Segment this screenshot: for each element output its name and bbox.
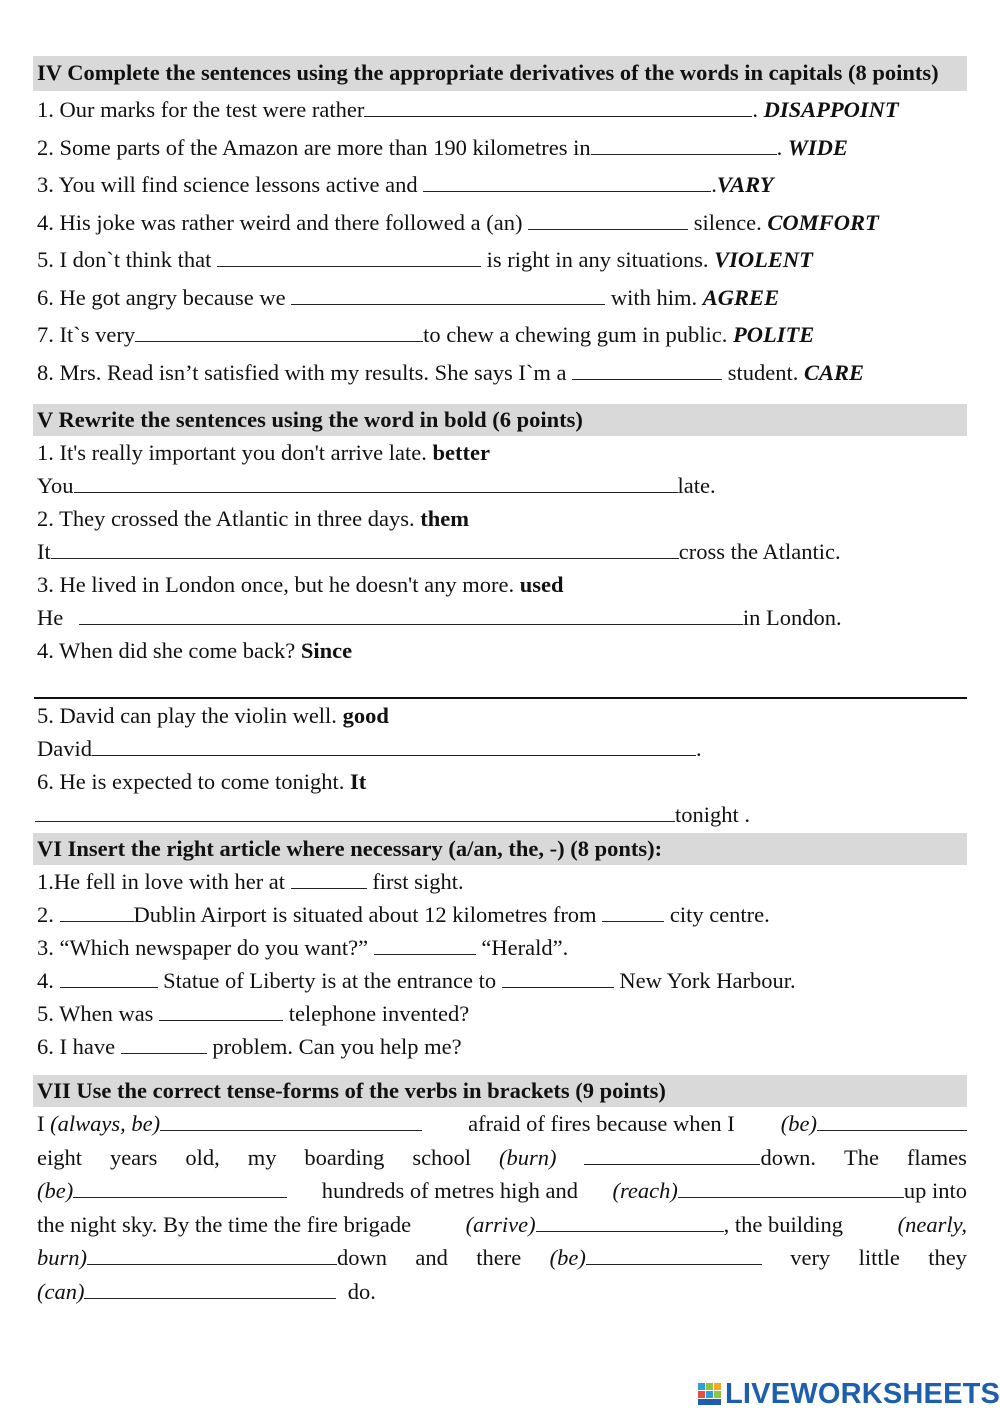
text: old,	[185, 1144, 220, 1170]
section-vi-item-2	[33, 898, 967, 931]
verb-cue: (can)	[37, 1278, 85, 1304]
item-text: 4.	[37, 968, 54, 993]
answer-blank[interactable]	[159, 1000, 283, 1021]
section-v-prompt-4	[33, 634, 967, 667]
section-v-prompt-5	[33, 699, 967, 732]
section-v-prompt-1	[33, 436, 967, 469]
prompt-text: 6. He is expected to come tonight.	[37, 769, 345, 794]
item-after: student.	[727, 359, 799, 385]
item-text: city centre.	[669, 902, 770, 927]
text: I	[37, 1111, 45, 1136]
text: little	[858, 1245, 900, 1270]
bold-word: Since	[300, 638, 353, 663]
section-v-answer-5	[33, 732, 967, 765]
answer-end: .	[696, 736, 702, 761]
item-text: “Herald”.	[481, 935, 569, 960]
liveworksheets-logo	[697, 1378, 1000, 1410]
logo-text: LIVEWORKSHEETS	[725, 1378, 1000, 1410]
answer-start: David	[37, 736, 92, 761]
text: years	[109, 1144, 158, 1170]
item-text: telephone invented?	[288, 1001, 470, 1026]
worksheet-page	[33, 56, 967, 1308]
answer-blank[interactable]	[423, 171, 711, 192]
item-after: is right in any situations.	[486, 247, 709, 272]
section-vi-item-4	[33, 964, 967, 997]
bold-word: used	[519, 572, 564, 597]
verb-cue: (burn)	[499, 1144, 557, 1170]
section-iv-item-5	[33, 241, 967, 279]
answer-blank[interactable]	[502, 967, 614, 988]
item-after: .	[711, 172, 717, 197]
answer-blank[interactable]	[364, 96, 752, 117]
answer-blank[interactable]	[60, 901, 134, 922]
answer-start: You	[37, 473, 74, 498]
section-iv-item-8	[33, 354, 967, 392]
answer-end: late.	[677, 473, 716, 498]
item-after: with him.	[610, 284, 698, 310]
answer-blank[interactable]	[87, 1244, 337, 1265]
answer-blank[interactable]	[602, 901, 664, 922]
section-iv-item-6	[33, 279, 967, 317]
section-vi-item-5	[33, 997, 967, 1030]
text: the night sky. By the time the fire brigade	[37, 1211, 412, 1237]
answer-blank[interactable]	[92, 735, 696, 756]
item-text: 6. He got angry because we	[37, 284, 286, 310]
item-text: Dublin Airport is situated about 12 kilometres from	[133, 902, 597, 927]
text: The	[844, 1144, 879, 1170]
verb-cue: (always, be)	[50, 1111, 161, 1136]
text: very	[790, 1245, 831, 1270]
text: school	[412, 1144, 472, 1170]
answer-blank[interactable]	[74, 472, 678, 493]
section-v-answer-6	[33, 798, 967, 831]
text: up into	[903, 1178, 967, 1203]
item-text: 3. “Which newspaper do you want?”	[37, 935, 369, 960]
answer-blank[interactable]	[291, 284, 605, 305]
item-text: 3. You will find science lessons active and	[37, 172, 418, 197]
section-v-prompt-2	[33, 502, 967, 535]
section-vi-heading: VI Insert the right article where necessary (a/an, the, -) (8 ponts):	[33, 833, 967, 865]
text: they	[928, 1245, 967, 1270]
answer-end: in London.	[742, 605, 842, 630]
section-iv-item-2	[33, 129, 967, 167]
item-text: New York Harbour.	[619, 968, 796, 993]
capital-word: AGREE	[702, 284, 780, 310]
verb-cue: (reach)	[612, 1178, 678, 1203]
section-iv-item-4	[33, 204, 967, 242]
text: there	[476, 1245, 522, 1270]
section-v-heading: V Rewrite the sentences using the word in bold (6 points)	[33, 404, 967, 436]
text: do.	[347, 1278, 376, 1304]
text: boarding	[304, 1144, 385, 1170]
answer-end: cross the Atlantic.	[678, 539, 841, 564]
item-text: 5. I don`t think that	[37, 247, 212, 272]
bold-word: It	[350, 769, 367, 794]
answer-blank[interactable]	[291, 868, 367, 889]
answer-start: He	[37, 605, 64, 630]
text: hundreds of metres high and	[321, 1178, 578, 1203]
prompt-text: 5. David can play the violin well.	[37, 703, 337, 728]
verb-cue: (be)	[549, 1245, 586, 1270]
item-after: .	[776, 134, 783, 160]
section-vi-item-6	[33, 1030, 967, 1063]
paragraph-line-6	[37, 1275, 967, 1309]
answer-blank[interactable]	[121, 1033, 207, 1054]
section-vii-heading: VII Use the correct tense-forms of the verbs in brackets (9 points)	[33, 1075, 967, 1107]
text: my	[247, 1144, 277, 1170]
answer-end: tonight .	[675, 802, 751, 827]
item-text: 4. His joke was rather weird and there followed a (an)	[37, 209, 523, 235]
capital-word: DISAPPOINT	[763, 97, 899, 122]
section-iv-item-7	[33, 316, 967, 354]
verb-cue: (nearly,	[897, 1211, 967, 1237]
capital-word: POLITE	[733, 322, 815, 347]
capital-word: VARY	[716, 172, 774, 197]
answer-blank[interactable]	[591, 134, 777, 155]
capital-word: COMFORT	[767, 209, 879, 235]
item-text: Statue of Liberty is at the entrance to	[163, 968, 497, 993]
section-iv-heading: IV Complete the sentences using the appropriate derivatives of the words in capitals (8 points)	[33, 56, 967, 91]
text: down.	[760, 1144, 817, 1170]
paragraph-line-4	[37, 1208, 967, 1242]
section-vi-item-1	[33, 865, 967, 898]
answer-blank[interactable]	[536, 1211, 724, 1232]
answer-blank[interactable]	[586, 1244, 762, 1265]
answer-blank[interactable]	[584, 1144, 760, 1165]
bold-word: better	[432, 440, 490, 465]
answer-blank[interactable]	[528, 209, 688, 230]
text: eight	[37, 1144, 82, 1170]
text: flames	[906, 1144, 967, 1170]
text: afraid of fires because when I	[468, 1111, 735, 1136]
bold-word: them	[420, 506, 469, 531]
item-text: 2. Some parts of the Amazon are more than 190 kilometres in	[37, 134, 591, 160]
answer-blank[interactable]	[217, 246, 481, 267]
text: down	[337, 1245, 387, 1270]
text: , the building	[723, 1211, 844, 1237]
logo-mark-icon	[697, 1381, 723, 1407]
bold-word: good	[342, 703, 389, 728]
item-after: .	[752, 97, 758, 122]
item-text: 2.	[37, 902, 54, 927]
answer-blank[interactable]	[51, 538, 679, 559]
item-after: silence.	[693, 209, 762, 235]
verb-cue: burn)	[37, 1245, 87, 1270]
text: and	[415, 1245, 448, 1270]
answer-start: It	[37, 539, 51, 564]
verb-cue: (be)	[37, 1178, 74, 1203]
prompt-text: 3. He lived in London once, but he doesn't any more.	[37, 572, 515, 597]
answer-blank[interactable]	[160, 1110, 422, 1131]
paragraph-line-2	[37, 1141, 967, 1175]
item-text: 8. Mrs. Read isn’t satisfied with my results. She says I`m a	[37, 359, 567, 385]
section-iv-item-1	[33, 91, 967, 129]
verb-cue: (be)	[780, 1111, 817, 1136]
section-v-answer-2	[33, 535, 967, 568]
answer-blank[interactable]	[135, 321, 423, 342]
section-vii-paragraph	[33, 1107, 967, 1308]
prompt-text: 4. When did she come back?	[37, 638, 296, 663]
answer-blank[interactable]	[572, 359, 722, 380]
answer-blank[interactable]	[73, 1177, 287, 1198]
section-v-prompt-3	[33, 568, 967, 601]
section-v-answer-1	[33, 469, 967, 502]
item-text: 6. I have	[37, 1034, 116, 1059]
capital-word: WIDE	[787, 134, 848, 160]
item-text: 5. When was	[37, 1001, 154, 1026]
item-after: to chew a chewing gum in public.	[423, 322, 728, 347]
prompt-text: 1. It's really important you don't arrive late.	[37, 440, 427, 465]
section-v-answer-3	[33, 601, 967, 634]
item-text: 7. It`s very	[37, 322, 136, 347]
answer-blank[interactable]	[84, 1278, 336, 1299]
section-vi-item-3	[33, 931, 967, 964]
answer-blank[interactable]	[60, 967, 158, 988]
paragraph-line-1	[37, 1107, 967, 1141]
answer-blank[interactable]	[35, 801, 675, 822]
item-text: problem. Can you help me?	[212, 1034, 462, 1059]
item-text: 1. Our marks for the test were rather	[37, 97, 365, 122]
answer-blank[interactable]	[79, 604, 743, 625]
verb-cue: (arrive)	[465, 1211, 536, 1237]
section-v-prompt-6	[33, 765, 967, 798]
capital-word: VIOLENT	[714, 247, 813, 272]
prompt-text: 2. They crossed the Atlantic in three days.	[37, 506, 415, 531]
item-text: 1.He fell in love with her at	[37, 869, 286, 894]
answer-blank[interactable]	[374, 934, 476, 955]
paragraph-line-5	[37, 1241, 967, 1275]
item-text: first sight.	[372, 869, 464, 894]
capital-word: CARE	[804, 359, 865, 385]
answer-blank[interactable]	[817, 1110, 967, 1131]
paragraph-line-3	[37, 1174, 967, 1208]
answer-blank[interactable]	[678, 1177, 904, 1198]
section-iv-item-3	[33, 166, 967, 204]
